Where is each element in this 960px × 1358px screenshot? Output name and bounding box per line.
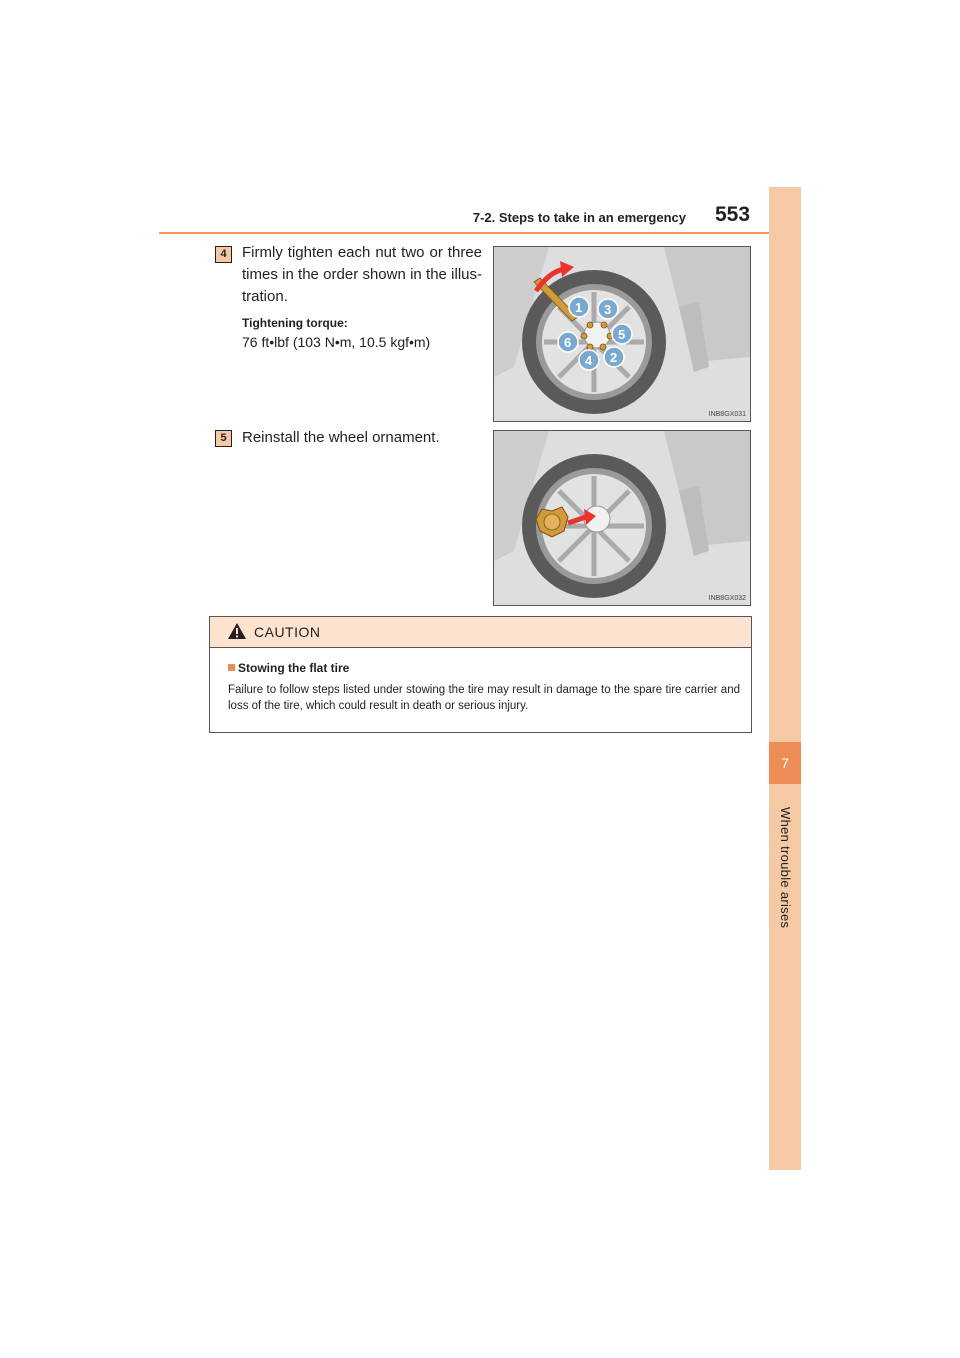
chapter-title: When trouble arises bbox=[778, 807, 793, 929]
section-title: 7-2. Steps to take in an emergency bbox=[472, 210, 686, 225]
illustration-reinstall-ornament bbox=[493, 430, 751, 606]
nut-label-5: 5 bbox=[618, 327, 626, 342]
torque-value: 76 ft•lbf (103 N•m, 10.5 kgf•m) bbox=[242, 334, 431, 350]
caution-body: Failure to follow steps listed under stowing the tire may result in damage to the spare tire carrier and loss of the tire, which could result in death or serious injury. bbox=[228, 684, 740, 712]
step-number-4: 4 bbox=[215, 246, 232, 263]
nut-label-3: 3 bbox=[604, 302, 612, 317]
caution-box bbox=[209, 616, 752, 733]
wheel-tightening-drawing bbox=[494, 247, 750, 421]
chapter-number: 7 bbox=[781, 755, 789, 771]
caution-title: CAUTION bbox=[254, 624, 321, 640]
nut-label-6: 6 bbox=[564, 335, 572, 350]
torque-label: Tightening torque: bbox=[242, 316, 348, 330]
nut-label-2: 2 bbox=[610, 350, 618, 365]
caution-subheading-text: Stowing the flat tire bbox=[238, 661, 350, 675]
caution-header bbox=[210, 617, 751, 648]
chapter-sidebar bbox=[769, 187, 801, 1170]
warning-icon bbox=[227, 621, 247, 641]
wheel-ornament-drawing bbox=[494, 431, 750, 605]
step-text-4: Firmly tighten each nut two or three times in the order shown in the illus-tration. bbox=[242, 244, 482, 305]
step-text-5: Reinstall the wheel ornament. bbox=[242, 429, 440, 446]
step-number-5: 5 bbox=[215, 430, 232, 447]
header-rule bbox=[159, 232, 801, 234]
illustration-code: INB8GX032 bbox=[708, 595, 746, 602]
page-number: 553 bbox=[715, 203, 751, 226]
nut-label-4: 4 bbox=[585, 353, 593, 368]
bullet-square-icon bbox=[228, 664, 235, 671]
nut-label-1: 1 bbox=[575, 300, 583, 315]
illustration-tighten-nuts bbox=[493, 246, 751, 422]
caution-subheading bbox=[228, 661, 349, 675]
illustration-code: INB8GX031 bbox=[708, 411, 746, 418]
